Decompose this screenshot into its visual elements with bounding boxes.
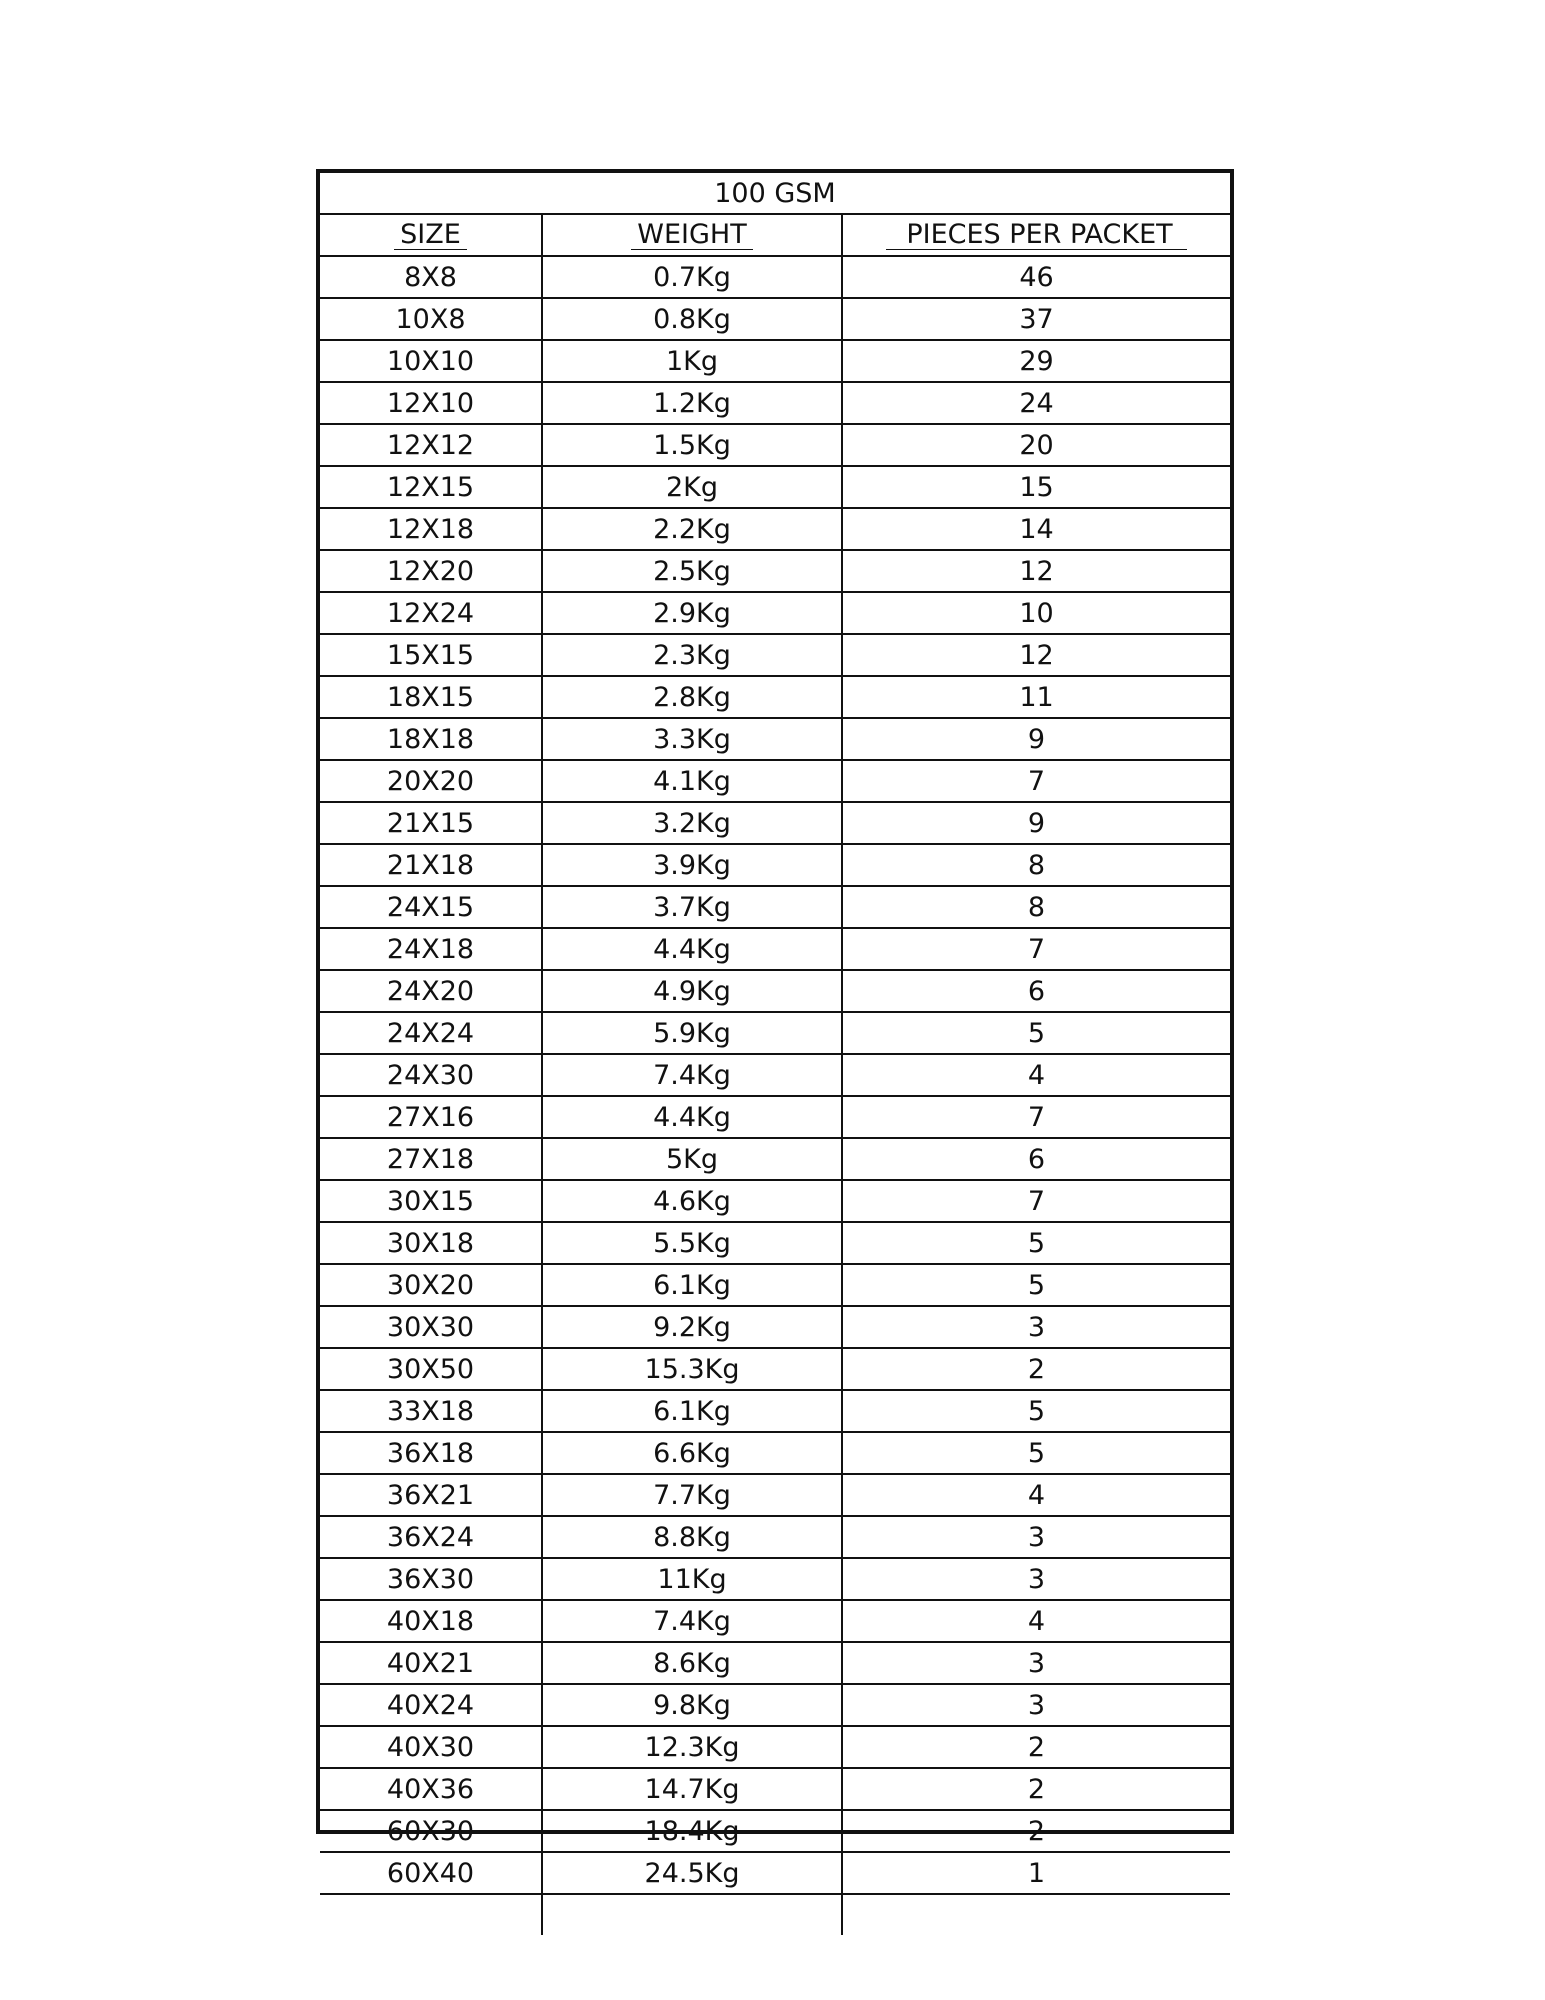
table-row <box>320 1348 1230 1390</box>
cell-weight: 3.7Kg <box>542 886 842 928</box>
title-row <box>320 173 1230 214</box>
cell-pieces: 4 <box>842 1054 1230 1096</box>
cell-size: 12X15 <box>320 466 542 508</box>
cell-pieces: 6 <box>842 970 1230 1012</box>
table-row <box>320 1642 1230 1684</box>
cell-size: 12X10 <box>320 382 542 424</box>
cell-pieces: 3 <box>842 1558 1230 1600</box>
table-row <box>320 1432 1230 1474</box>
cell-weight: 7.4Kg <box>542 1054 842 1096</box>
cell-size: 10X10 <box>320 340 542 382</box>
cell-weight: 2.5Kg <box>542 550 842 592</box>
table-row <box>320 256 1230 298</box>
table-row <box>320 592 1230 634</box>
cell-size: 40X30 <box>320 1726 542 1768</box>
header-row <box>320 214 1230 256</box>
table-row <box>320 970 1230 1012</box>
header-size <box>320 214 542 256</box>
cell-size: 40X36 <box>320 1768 542 1810</box>
table-row <box>320 1306 1230 1348</box>
cell-size: 12X18 <box>320 508 542 550</box>
table-row <box>320 1222 1230 1264</box>
cell-size: 20X20 <box>320 760 542 802</box>
cell-weight: 6.6Kg <box>542 1432 842 1474</box>
table-title: 100 GSM <box>320 173 1230 214</box>
cell-weight: 5.9Kg <box>542 1012 842 1054</box>
cell-pieces: 5 <box>842 1264 1230 1306</box>
cell-pieces: 6 <box>842 1138 1230 1180</box>
cell-weight: 2Kg <box>542 466 842 508</box>
table-row <box>320 466 1230 508</box>
table-row <box>320 1852 1230 1894</box>
table-row <box>320 1138 1230 1180</box>
cell-pieces: 5 <box>842 1432 1230 1474</box>
cell-pieces: 8 <box>842 886 1230 928</box>
table-row <box>320 1726 1230 1768</box>
cell-pieces: 3 <box>842 1642 1230 1684</box>
cell-size: 36X21 <box>320 1474 542 1516</box>
cell-size: 40X21 <box>320 1642 542 1684</box>
cell-size: 12X24 <box>320 592 542 634</box>
cell-pieces: 8 <box>842 844 1230 886</box>
cell-weight: 2.9Kg <box>542 592 842 634</box>
cell-size: 36X30 <box>320 1558 542 1600</box>
table-row <box>320 718 1230 760</box>
cell-weight: 15.3Kg <box>542 1348 842 1390</box>
empty-cell <box>842 1894 1230 1935</box>
cell-size: 36X24 <box>320 1516 542 1558</box>
cell-size: 24X15 <box>320 886 542 928</box>
cell-size: 12X12 <box>320 424 542 466</box>
table-row <box>320 844 1230 886</box>
empty-row <box>320 1894 1230 1935</box>
cell-pieces: 2 <box>842 1768 1230 1810</box>
cell-size: 18X18 <box>320 718 542 760</box>
header-size-label: SIZE <box>394 221 467 250</box>
cell-weight: 4.4Kg <box>542 928 842 970</box>
cell-size: 30X15 <box>320 1180 542 1222</box>
cell-pieces: 15 <box>842 466 1230 508</box>
table-row <box>320 1096 1230 1138</box>
cell-pieces: 2 <box>842 1810 1230 1852</box>
cell-weight: 3.9Kg <box>542 844 842 886</box>
cell-size: 21X18 <box>320 844 542 886</box>
cell-weight: 4.9Kg <box>542 970 842 1012</box>
cell-weight: 12.3Kg <box>542 1726 842 1768</box>
cell-pieces: 9 <box>842 802 1230 844</box>
table-row <box>320 340 1230 382</box>
table-row <box>320 886 1230 928</box>
empty-cell <box>542 1894 842 1935</box>
cell-size: 24X24 <box>320 1012 542 1054</box>
table-row <box>320 1012 1230 1054</box>
cell-pieces: 14 <box>842 508 1230 550</box>
cell-weight: 2.3Kg <box>542 634 842 676</box>
table-row <box>320 1684 1230 1726</box>
cell-weight: 14.7Kg <box>542 1768 842 1810</box>
table-row <box>320 1054 1230 1096</box>
cell-pieces: 5 <box>842 1222 1230 1264</box>
table-row <box>320 382 1230 424</box>
cell-size: 24X30 <box>320 1054 542 1096</box>
cell-pieces: 3 <box>842 1306 1230 1348</box>
cell-weight: 7.4Kg <box>542 1600 842 1642</box>
cell-weight: 2.2Kg <box>542 508 842 550</box>
cell-size: 30X20 <box>320 1264 542 1306</box>
cell-pieces: 24 <box>842 382 1230 424</box>
table-row <box>320 760 1230 802</box>
cell-weight: 5.5Kg <box>542 1222 842 1264</box>
spec-sheet <box>316 169 1234 1889</box>
cell-size: 21X15 <box>320 802 542 844</box>
header-pieces <box>842 214 1230 256</box>
cell-size: 15X15 <box>320 634 542 676</box>
cell-pieces: 4 <box>842 1600 1230 1642</box>
cell-weight: 7.7Kg <box>542 1474 842 1516</box>
cell-pieces: 7 <box>842 928 1230 970</box>
cell-size: 8X8 <box>320 256 542 298</box>
cell-size: 27X18 <box>320 1138 542 1180</box>
table-row <box>320 1558 1230 1600</box>
cell-pieces: 2 <box>842 1726 1230 1768</box>
cell-weight: 9.2Kg <box>542 1306 842 1348</box>
table-row <box>320 1474 1230 1516</box>
cell-size: 60X30 <box>320 1810 542 1852</box>
table-row <box>320 508 1230 550</box>
table-row <box>320 928 1230 970</box>
cell-weight: 4.4Kg <box>542 1096 842 1138</box>
cell-weight: 1.2Kg <box>542 382 842 424</box>
cell-size: 60X40 <box>320 1852 542 1894</box>
cell-weight: 11Kg <box>542 1558 842 1600</box>
cell-weight: 5Kg <box>542 1138 842 1180</box>
cell-size: 36X18 <box>320 1432 542 1474</box>
table-row <box>320 676 1230 718</box>
cell-weight: 0.7Kg <box>542 256 842 298</box>
cell-weight: 18.4Kg <box>542 1810 842 1852</box>
table-row <box>320 802 1230 844</box>
cell-pieces: 7 <box>842 1180 1230 1222</box>
cell-pieces: 37 <box>842 298 1230 340</box>
cell-size: 24X20 <box>320 970 542 1012</box>
table-row <box>320 1768 1230 1810</box>
header-weight <box>542 214 842 256</box>
cell-pieces: 3 <box>842 1516 1230 1558</box>
cell-pieces: 12 <box>842 550 1230 592</box>
cell-size: 40X18 <box>320 1600 542 1642</box>
cell-pieces: 3 <box>842 1684 1230 1726</box>
header-weight-label: WEIGHT <box>631 221 752 250</box>
cell-size: 24X18 <box>320 928 542 970</box>
cell-pieces: 12 <box>842 634 1230 676</box>
header-pieces-label: PIECES PER PACKET <box>886 221 1186 250</box>
cell-weight: 4.1Kg <box>542 760 842 802</box>
table-row <box>320 1516 1230 1558</box>
cell-size: 12X20 <box>320 550 542 592</box>
table-row <box>320 550 1230 592</box>
cell-weight: 6.1Kg <box>542 1264 842 1306</box>
cell-weight: 4.6Kg <box>542 1180 842 1222</box>
table-row <box>320 1810 1230 1852</box>
cell-weight: 24.5Kg <box>542 1852 842 1894</box>
cell-weight: 8.8Kg <box>542 1516 842 1558</box>
table-row <box>320 298 1230 340</box>
cell-weight: 8.6Kg <box>542 1642 842 1684</box>
specification-table <box>320 173 1230 1935</box>
cell-pieces: 4 <box>842 1474 1230 1516</box>
cell-weight: 0.8Kg <box>542 298 842 340</box>
cell-weight: 3.2Kg <box>542 802 842 844</box>
cell-pieces: 5 <box>842 1012 1230 1054</box>
cell-weight: 9.8Kg <box>542 1684 842 1726</box>
cell-pieces: 1 <box>842 1852 1230 1894</box>
table-row <box>320 634 1230 676</box>
cell-size: 18X15 <box>320 676 542 718</box>
cell-pieces: 2 <box>842 1348 1230 1390</box>
cell-size: 40X24 <box>320 1684 542 1726</box>
cell-pieces: 46 <box>842 256 1230 298</box>
empty-cell <box>320 1894 542 1935</box>
table-row <box>320 424 1230 466</box>
cell-pieces: 7 <box>842 1096 1230 1138</box>
cell-size: 30X30 <box>320 1306 542 1348</box>
cell-weight: 1.5Kg <box>542 424 842 466</box>
cell-size: 30X50 <box>320 1348 542 1390</box>
table-row <box>320 1390 1230 1432</box>
cell-weight: 6.1Kg <box>542 1390 842 1432</box>
cell-size: 10X8 <box>320 298 542 340</box>
cell-pieces: 10 <box>842 592 1230 634</box>
cell-weight: 2.8Kg <box>542 676 842 718</box>
cell-weight: 3.3Kg <box>542 718 842 760</box>
cell-pieces: 7 <box>842 760 1230 802</box>
cell-pieces: 5 <box>842 1390 1230 1432</box>
cell-pieces: 9 <box>842 718 1230 760</box>
cell-size: 27X16 <box>320 1096 542 1138</box>
cell-pieces: 11 <box>842 676 1230 718</box>
table-row <box>320 1264 1230 1306</box>
cell-pieces: 20 <box>842 424 1230 466</box>
cell-pieces: 29 <box>842 340 1230 382</box>
cell-size: 30X18 <box>320 1222 542 1264</box>
cell-weight: 1Kg <box>542 340 842 382</box>
cell-size: 33X18 <box>320 1390 542 1432</box>
table-row <box>320 1180 1230 1222</box>
table-row <box>320 1600 1230 1642</box>
